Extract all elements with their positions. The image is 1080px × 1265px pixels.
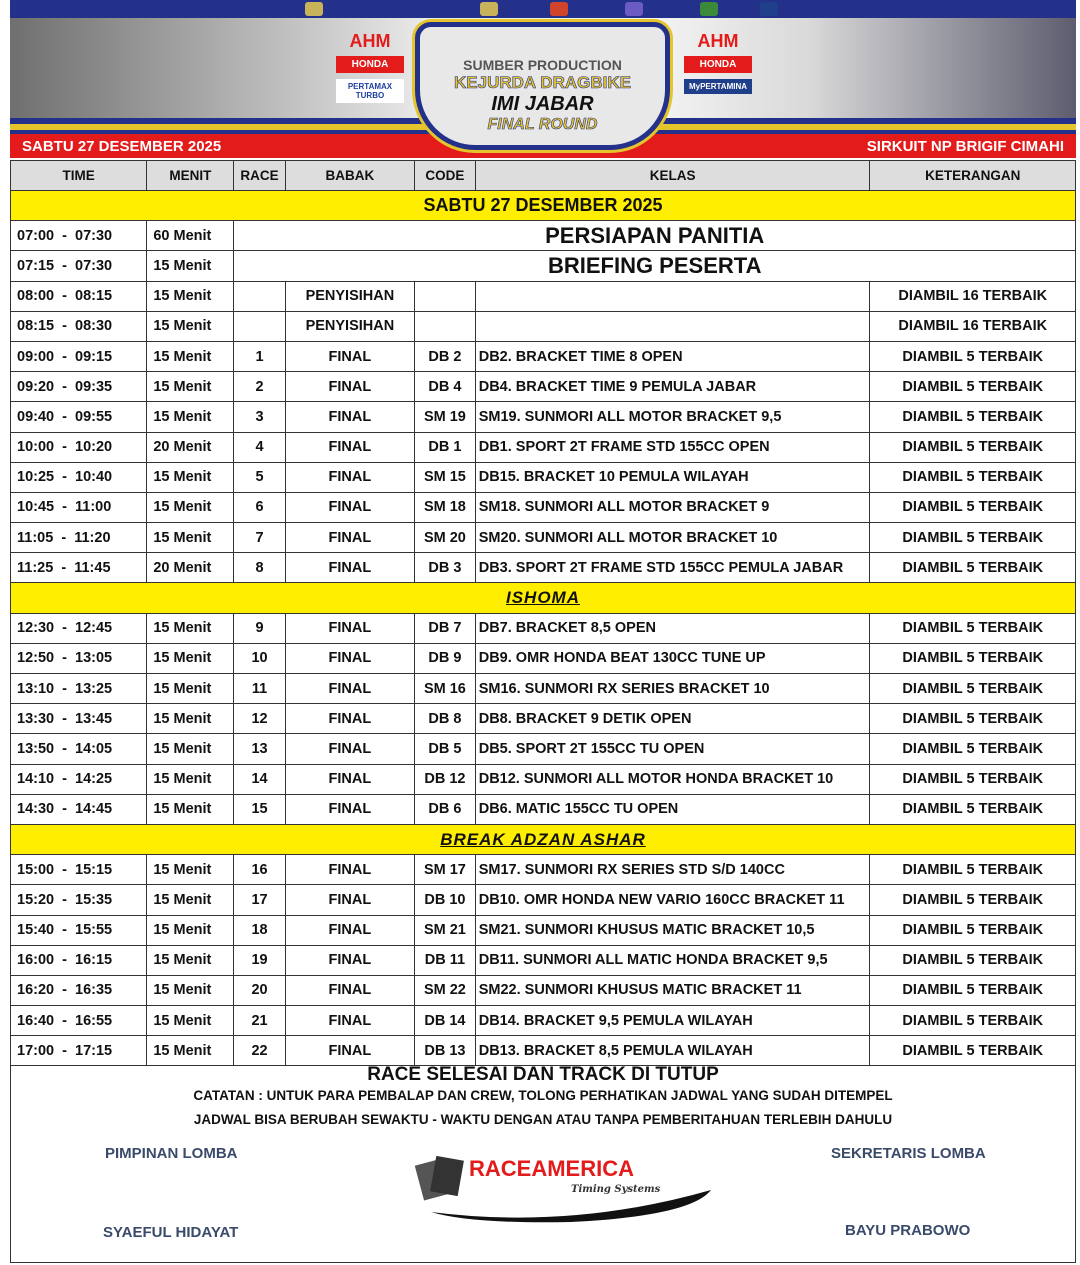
menit-cell: 20 Menit (147, 553, 234, 583)
sponsor-logo-icon (480, 2, 498, 16)
keterangan-cell: DIAMBIL 5 TERBAIK (870, 643, 1076, 673)
time-cell: 15:00 - 15:15 (11, 855, 147, 885)
race-cell: 4 (234, 432, 285, 462)
keterangan-cell: DIAMBIL 5 TERBAIK (870, 764, 1076, 794)
menit-cell: 15 Menit (147, 734, 234, 764)
table-header (11, 161, 1076, 191)
race-cell: 13 (234, 734, 285, 764)
time-cell: 16:20 - 16:35 (11, 975, 147, 1005)
code-cell: SM 15 (415, 462, 476, 492)
kelas-cell (475, 311, 870, 341)
babak-cell: FINAL (285, 975, 414, 1005)
table-row (11, 975, 1076, 1005)
pertamax-logo: PERTAMAX TURBO (336, 79, 404, 103)
race-cell: 15 (234, 794, 285, 824)
column-header-code: CODE (415, 161, 476, 191)
table-row (11, 523, 1076, 553)
menit-cell: 15 Menit (147, 643, 234, 673)
kelas-cell: DB13. BRACKET 8,5 PEMULA WILAYAH (475, 1036, 870, 1066)
menit-cell: 15 Menit (147, 764, 234, 794)
keterangan-cell: DIAMBIL 5 TERBAIK (870, 372, 1076, 402)
code-cell: DB 12 (415, 764, 476, 794)
keterangan-cell: DIAMBIL 5 TERBAIK (870, 1006, 1076, 1036)
code-cell: DB 2 (415, 341, 476, 371)
keterangan-cell: DIAMBIL 5 TERBAIK (870, 402, 1076, 432)
menit-cell: 15 Menit (147, 462, 234, 492)
time-cell: 10:25 - 10:40 (11, 462, 147, 492)
code-cell: SM 22 (415, 975, 476, 1005)
keterangan-cell: DIAMBIL 5 TERBAIK (870, 341, 1076, 371)
column-header-keterangan: KETERANGAN (870, 161, 1076, 191)
menit-cell: 15 Menit (147, 281, 234, 311)
left-signatory-name: SYAEFUL HIDAYAT (103, 1224, 239, 1241)
sponsor-logo-icon (550, 2, 568, 16)
sponsor-logo-icon (700, 2, 718, 16)
time-cell: 10:45 - 11:00 (11, 492, 147, 522)
time-cell: 11:05 - 11:20 (11, 523, 147, 553)
menit-cell: 15 Menit (147, 915, 234, 945)
kelas-cell: DB14. BRACKET 9,5 PEMULA WILAYAH (475, 1006, 870, 1036)
babak-cell: FINAL (285, 734, 414, 764)
column-header-menit: MENIT (147, 161, 234, 191)
table-row (11, 251, 1076, 281)
babak-cell: FINAL (285, 402, 414, 432)
code-cell: DB 4 (415, 372, 476, 402)
menit-cell: 20 Menit (147, 432, 234, 462)
kelas-cell: SM20. SUNMORI ALL MOTOR BRACKET 10 (475, 523, 870, 553)
logo-text: RACEAMERICA (469, 1156, 634, 1181)
code-cell: DB 5 (415, 734, 476, 764)
round-name: FINAL ROUND (487, 116, 598, 133)
babak-cell: FINAL (285, 1006, 414, 1036)
kelas-cell: DB3. SPORT 2T FRAME STD 155CC PEMULA JABAR (475, 553, 870, 583)
raceamerica-logo (411, 1150, 731, 1230)
menit-cell: 15 Menit (147, 372, 234, 402)
time-cell: 07:00 - 07:30 (11, 221, 147, 251)
activity-cell: PERSIAPAN PANITIA (234, 221, 1076, 251)
time-cell: 13:50 - 14:05 (11, 734, 147, 764)
time-cell: 17:00 - 17:15 (11, 1036, 147, 1066)
schedule-footer (10, 1062, 1076, 1263)
babak-cell: FINAL (285, 613, 414, 643)
menit-cell: 15 Menit (147, 975, 234, 1005)
code-cell: DB 10 (415, 885, 476, 915)
keterangan-cell: DIAMBIL 5 TERBAIK (870, 734, 1076, 764)
race-cell: 5 (234, 462, 285, 492)
honda-logo: HONDA (684, 56, 752, 73)
babak-cell: FINAL (285, 372, 414, 402)
series-name: IMI JABAR (491, 93, 594, 115)
babak-cell: FINAL (285, 553, 414, 583)
kelas-cell: DB11. SUNMORI ALL MATIC HONDA BRACKET 9,5 (475, 945, 870, 975)
event-name: KEJURDA DRAGBIKE (454, 73, 631, 92)
right-signatory-title: SEKRETARIS LOMBA (831, 1145, 986, 1162)
kelas-cell: DB7. BRACKET 8,5 OPEN (475, 613, 870, 643)
time-cell: 11:25 - 11:45 (11, 553, 147, 583)
keterangan-cell: DIAMBIL 5 TERBAIK (870, 523, 1076, 553)
pertamina-logo: MyPERTAMINA (684, 79, 752, 94)
menit-cell: 15 Menit (147, 1006, 234, 1036)
menit-cell: 15 Menit (147, 794, 234, 824)
table-row (11, 704, 1076, 734)
table-row (11, 402, 1076, 432)
menit-cell: 15 Menit (147, 402, 234, 432)
kelas-cell: SM16. SUNMORI RX SERIES BRACKET 10 (475, 674, 870, 704)
time-cell: 12:30 - 12:45 (11, 613, 147, 643)
break-label: BREAK ADZAN ASHAR (11, 824, 1076, 854)
break-row (11, 583, 1076, 613)
day-label: SABTU 27 DESEMBER 2025 (11, 191, 1076, 221)
break-label: ISHOMA (11, 583, 1076, 613)
time-cell: 10:00 - 10:20 (11, 432, 147, 462)
day-row (11, 191, 1076, 221)
time-cell: 09:00 - 09:15 (11, 341, 147, 371)
race-cell: 3 (234, 402, 285, 432)
sponsor-bar (10, 0, 1076, 18)
keterangan-cell: DIAMBIL 5 TERBAIK (870, 613, 1076, 643)
note-1: CATATAN : UNTUK PARA PEMBALAP DAN CREW, TOLONG PERHATIKAN JADWAL YANG SUDAH DITEMPEL (193, 1088, 893, 1103)
keterangan-cell: DIAMBIL 5 TERBAIK (870, 462, 1076, 492)
code-cell: DB 1 (415, 432, 476, 462)
code-cell: DB 13 (415, 1036, 476, 1066)
babak-cell: FINAL (285, 341, 414, 371)
code-cell: DB 14 (415, 1006, 476, 1036)
table-row (11, 945, 1076, 975)
menit-cell: 15 Menit (147, 1036, 234, 1066)
babak-cell: FINAL (285, 643, 414, 673)
table-row (11, 674, 1076, 704)
menit-cell: 15 Menit (147, 523, 234, 553)
code-cell: DB 3 (415, 553, 476, 583)
code-cell: SM 17 (415, 855, 476, 885)
keterangan-cell: DIAMBIL 5 TERBAIK (870, 885, 1076, 915)
kelas-cell: DB15. BRACKET 10 PEMULA WILAYAH (475, 462, 870, 492)
menit-cell: 15 Menit (147, 885, 234, 915)
race-cell: 7 (234, 523, 285, 553)
time-cell: 15:20 - 15:35 (11, 885, 147, 915)
keterangan-cell: DIAMBIL 5 TERBAIK (870, 915, 1076, 945)
keterangan-cell: DIAMBIL 16 TERBAIK (870, 281, 1076, 311)
race-cell: 6 (234, 492, 285, 522)
time-cell: 07:15 - 07:30 (11, 251, 147, 281)
event-date: SABTU 27 DESEMBER 2025 (22, 137, 222, 155)
babak-cell: FINAL (285, 945, 414, 975)
time-cell: 16:40 - 16:55 (11, 1006, 147, 1036)
menit-cell: 15 Menit (147, 311, 234, 341)
table-row (11, 462, 1076, 492)
column-header-babak: BABAK (285, 161, 414, 191)
time-cell: 15:40 - 15:55 (11, 915, 147, 945)
honda-logo: HONDA (336, 56, 404, 73)
table-row (11, 855, 1076, 885)
sponsor-logo-icon (760, 2, 778, 16)
race-cell: 10 (234, 643, 285, 673)
time-cell: 12:50 - 13:05 (11, 643, 147, 673)
event-title-badge (415, 22, 670, 150)
kelas-cell: SM22. SUNMORI KHUSUS MATIC BRACKET 11 (475, 975, 870, 1005)
kelas-cell: SM21. SUNMORI KHUSUS MATIC BRACKET 10,5 (475, 915, 870, 945)
menit-cell: 60 Menit (147, 221, 234, 251)
sponsor-logo-icon (625, 2, 643, 16)
code-cell: DB 6 (415, 794, 476, 824)
note-2: JADWAL BISA BERUBAH SEWAKTU - WAKTU DENGAN ATAU TANPA PEMBERITAHUAN TERLEBIH DAHULU (193, 1112, 893, 1127)
keterangan-cell: DIAMBIL 5 TERBAIK (870, 553, 1076, 583)
code-cell: SM 16 (415, 674, 476, 704)
table-row (11, 794, 1076, 824)
kelas-cell: DB4. BRACKET TIME 9 PEMULA JABAR (475, 372, 870, 402)
kelas-cell: DB9. OMR HONDA BEAT 130CC TUNE UP (475, 643, 870, 673)
table-row (11, 432, 1076, 462)
keterangan-cell: DIAMBIL 5 TERBAIK (870, 794, 1076, 824)
table-row (11, 613, 1076, 643)
race-schedule-table (10, 160, 1076, 1066)
keterangan-cell: DIAMBIL 5 TERBAIK (870, 975, 1076, 1005)
sponsor-right (684, 32, 752, 94)
keterangan-cell: DIAMBIL 5 TERBAIK (870, 945, 1076, 975)
ahm-logo: AHM (349, 31, 391, 51)
babak-cell: FINAL (285, 523, 414, 553)
keterangan-cell: DIAMBIL 5 TERBAIK (870, 855, 1076, 885)
menit-cell: 15 Menit (147, 492, 234, 522)
keterangan-cell: DIAMBIL 5 TERBAIK (870, 704, 1076, 734)
code-cell: DB 8 (415, 704, 476, 734)
time-cell: 08:15 - 08:30 (11, 311, 147, 341)
right-signatory-name: BAYU PRABOWO (845, 1222, 971, 1239)
babak-cell: FINAL (285, 1036, 414, 1066)
table-row (11, 643, 1076, 673)
race-cell (234, 281, 285, 311)
kelas-cell: DB12. SUNMORI ALL MOTOR HONDA BRACKET 10 (475, 764, 870, 794)
kelas-cell: DB10. OMR HONDA NEW VARIO 160CC BRACKET 11 (475, 885, 870, 915)
kelas-cell (475, 281, 870, 311)
babak-cell: FINAL (285, 855, 414, 885)
babak-cell: FINAL (285, 462, 414, 492)
menit-cell: 15 Menit (147, 945, 234, 975)
logo-tagline: Timing Systems (571, 1184, 661, 1195)
event-venue: SIRKUIT NP BRIGIF CIMAHI (866, 137, 1064, 155)
babak-cell: PENYISIHAN (285, 281, 414, 311)
race-cell: 16 (234, 855, 285, 885)
race-cell: 21 (234, 1006, 285, 1036)
table-row (11, 341, 1076, 371)
column-header-time: TIME (11, 161, 147, 191)
race-cell: 20 (234, 975, 285, 1005)
race-cell: 2 (234, 372, 285, 402)
table-row (11, 734, 1076, 764)
table-row (11, 221, 1076, 251)
time-cell: 09:40 - 09:55 (11, 402, 147, 432)
kelas-cell: DB1. SPORT 2T FRAME STD 155CC OPEN (475, 432, 870, 462)
kelas-cell: DB8. BRACKET 9 DETIK OPEN (475, 704, 870, 734)
menit-cell: 15 Menit (147, 613, 234, 643)
babak-cell: FINAL (285, 492, 414, 522)
kelas-cell: DB2. BRACKET TIME 8 OPEN (475, 341, 870, 371)
code-cell: SM 20 (415, 523, 476, 553)
time-cell: 13:30 - 13:45 (11, 704, 147, 734)
babak-cell: FINAL (285, 704, 414, 734)
table-row (11, 1006, 1076, 1036)
column-header-race: RACE (234, 161, 285, 191)
time-cell: 16:00 - 16:15 (11, 945, 147, 975)
table-row (11, 885, 1076, 915)
time-cell: 09:20 - 09:35 (11, 372, 147, 402)
time-cell: 14:10 - 14:25 (11, 764, 147, 794)
race-cell: 9 (234, 613, 285, 643)
table-row (11, 915, 1076, 945)
code-cell: DB 9 (415, 643, 476, 673)
sponsor-left (336, 32, 404, 103)
kelas-cell: SM17. SUNMORI RX SERIES STD S/D 140CC (475, 855, 870, 885)
time-cell: 13:10 - 13:25 (11, 674, 147, 704)
column-header-kelas: KELAS (475, 161, 870, 191)
table-row (11, 372, 1076, 402)
race-cell: 17 (234, 885, 285, 915)
table-row (11, 553, 1076, 583)
menit-cell: 15 Menit (147, 251, 234, 281)
code-cell: SM 21 (415, 915, 476, 945)
race-cell: 22 (234, 1036, 285, 1066)
imi-logo-icon (305, 2, 323, 16)
code-cell: DB 11 (415, 945, 476, 975)
table-row (11, 492, 1076, 522)
race-cell: 12 (234, 704, 285, 734)
menit-cell: 15 Menit (147, 674, 234, 704)
race-cell (234, 311, 285, 341)
babak-cell: FINAL (285, 674, 414, 704)
babak-cell: FINAL (285, 432, 414, 462)
event-banner (10, 0, 1076, 160)
code-cell (415, 281, 476, 311)
race-cell: 1 (234, 341, 285, 371)
kelas-cell: DB5. SPORT 2T 155CC TU OPEN (475, 734, 870, 764)
closing-text: RACE SELESAI DAN TRACK DI TUTUP (367, 1064, 719, 1085)
time-cell: 14:30 - 14:45 (11, 794, 147, 824)
babak-cell: FINAL (285, 885, 414, 915)
code-cell: SM 19 (415, 402, 476, 432)
keterangan-cell: DIAMBIL 5 TERBAIK (870, 674, 1076, 704)
code-cell: DB 7 (415, 613, 476, 643)
kelas-cell: DB6. MATIC 155CC TU OPEN (475, 794, 870, 824)
keterangan-cell: DIAMBIL 5 TERBAIK (870, 432, 1076, 462)
race-cell: 8 (234, 553, 285, 583)
babak-cell: PENYISIHAN (285, 311, 414, 341)
table-row (11, 764, 1076, 794)
keterangan-cell: DIAMBIL 5 TERBAIK (870, 1036, 1076, 1066)
race-cell: 14 (234, 764, 285, 794)
keterangan-cell: DIAMBIL 5 TERBAIK (870, 492, 1076, 522)
left-signatory-title: PIMPINAN LOMBA (105, 1145, 238, 1162)
babak-cell: FINAL (285, 794, 414, 824)
kelas-cell: SM19. SUNMORI ALL MOTOR BRACKET 9,5 (475, 402, 870, 432)
break-row (11, 824, 1076, 854)
code-cell (415, 311, 476, 341)
organizer: SUMBER PRODUCTION (463, 57, 622, 73)
table-row (11, 281, 1076, 311)
ahm-logo: AHM (697, 31, 739, 51)
keterangan-cell: DIAMBIL 16 TERBAIK (870, 311, 1076, 341)
race-cell: 18 (234, 915, 285, 945)
time-cell: 08:00 - 08:15 (11, 281, 147, 311)
code-cell: SM 18 (415, 492, 476, 522)
babak-cell: FINAL (285, 764, 414, 794)
babak-cell: FINAL (285, 915, 414, 945)
menit-cell: 15 Menit (147, 341, 234, 371)
activity-cell: BRIEFING PESERTA (234, 251, 1076, 281)
race-cell: 19 (234, 945, 285, 975)
race-cell: 11 (234, 674, 285, 704)
menit-cell: 15 Menit (147, 704, 234, 734)
table-row (11, 311, 1076, 341)
kelas-cell: SM18. SUNMORI ALL MOTOR BRACKET 9 (475, 492, 870, 522)
menit-cell: 15 Menit (147, 855, 234, 885)
